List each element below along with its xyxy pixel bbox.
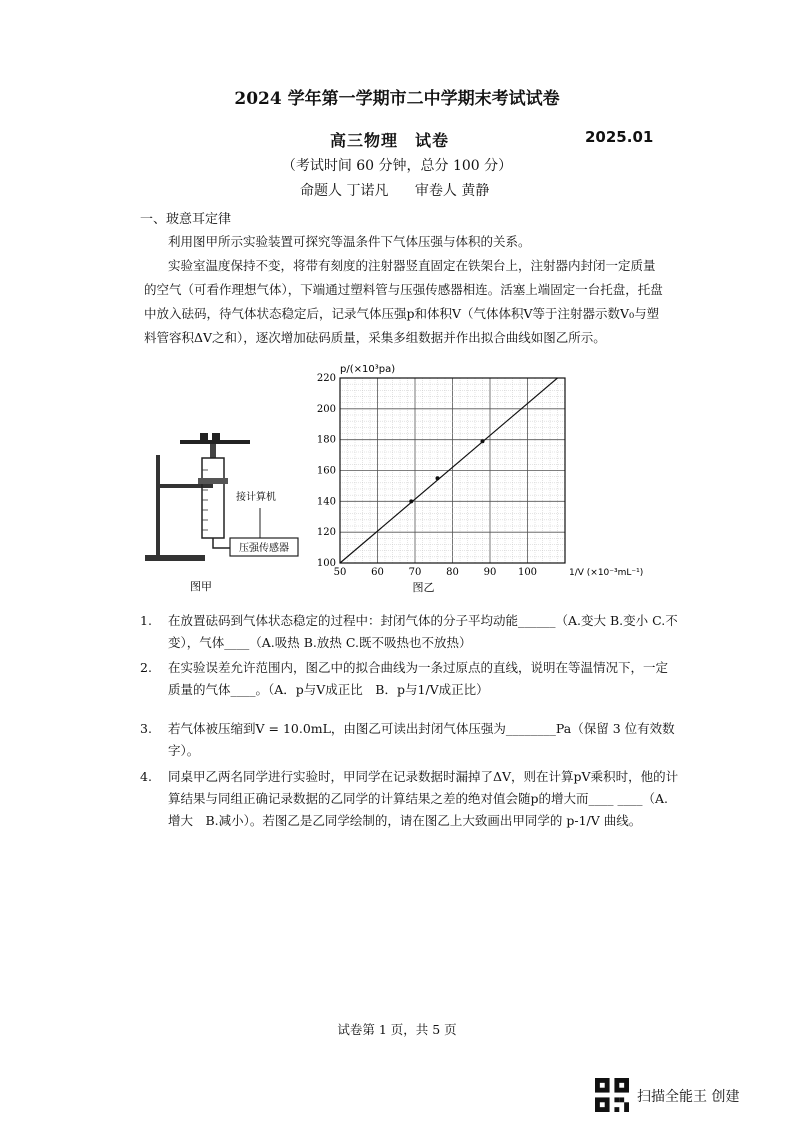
stand-base [145,555,205,561]
weight-1 [200,433,208,440]
y-tick-label: 100 [316,558,336,569]
y-tick-label: 220 [316,373,336,384]
section-intro [144,230,664,350]
question-text: 在放置砝码到气体状态稳定的过程中：封闭气体的分子平均动能______（A.变大 B.变小 C.不变），气体____（A.吸热 B.放热 C.既不吸热也不放热） [168,613,678,650]
question-1 [140,610,680,654]
x-axis-label: 1/V (×10⁻³mL⁻¹) [569,568,644,578]
data-point [481,439,485,443]
y-axis-label: p/(×10³pa) [340,364,396,375]
x-tick-label: 80 [446,567,459,578]
y-tick-label: 200 [316,403,336,415]
x-tick-labels [334,567,537,578]
question-2 [140,657,680,701]
question-4 [140,766,680,832]
data-point [409,499,413,503]
question-number: 2. [140,660,152,675]
x-tick-label: 90 [483,567,497,578]
exam-authors [300,180,511,200]
question-text: 若气体被压缩到V = 10.0mL，由图乙可读出封闭气体压强为________Pa（保留 3 位有效数字）。 [168,721,675,758]
piston-rod [210,444,216,458]
y-tick-label: 120 [316,527,336,539]
exam-date: 2025.01 [585,128,654,146]
section-title: 一、玻意耳定律 [140,212,232,227]
exam-time-info: （考试时间 60 分钟，总分 100 分） [281,158,513,174]
x-tick-label: 60 [371,567,384,578]
question-3 [140,718,680,762]
x-tick-label: 50 [333,567,347,578]
question-number: 3. [140,721,152,736]
computer-label: 接计算机 [236,492,276,503]
setter: 命题人 丁诺凡 [300,183,389,199]
question-number: 4. [140,769,152,784]
figure-b-chart [300,358,644,594]
y-tick-label: 140 [316,496,336,508]
y-tick-labels [317,373,336,569]
clamp-arm [158,484,213,488]
y-tick-label: 160 [316,465,336,477]
scanner-text: 扫描全能王 创建 [637,1089,740,1105]
scanner-watermark [595,1078,775,1112]
exam-subject: 高三物理 试卷 [330,131,450,150]
qr-code-icon [595,1078,629,1112]
x-tick-label: 70 [408,567,422,578]
reviewer: 审卷人 黄静 [414,183,490,199]
question-text: 同桌甲乙两名同学进行实验时，甲同学在记录数据时漏掉了ΔV，则在计算pV乘积时，他的计算结果与同组正确记录数据的乙同学的计算结果之差的绝对值会随p的增大而____ ____（A.增大 B.减小）。若图乙是乙同学绘制的，请在图乙上大致画出甲同学的 p-1/V 曲线。 [168,769,679,828]
figure-a-caption: 图甲 [190,580,212,593]
stand-pole [156,455,160,557]
x-tick-label: 100 [517,567,538,578]
exam-title: 2024 学年第一学期市二中学期末考试试卷 [234,89,560,109]
tray [180,440,250,444]
intro-text: 利用图甲所示实验装置可探究等温条件下气体压强与体积的关系。 [168,234,531,249]
question-text: 在实验误差允许范围内，图乙中的拟合曲线为一条过原点的直线，说明在等温情况下，一定质量的气体____。（A．p与V成正比 B．p与1/V成正比） [168,660,669,697]
figure-a-apparatus [140,420,320,595]
plastic-tube [213,538,230,548]
page-footer: 试卷第 1 页，共 5 页 [337,1022,457,1037]
question-number: 1. [140,613,152,628]
weight-2 [212,433,220,440]
pressure-sensor-label: 压强传感器 [239,543,289,554]
y-tick-label: 180 [316,434,336,446]
data-point [436,476,440,480]
chart-grid [340,378,565,563]
description-text: 实验室温度保持不变，将带有刻度的注射器竖直固定在铁架台上，注射器内封闭一定质量的空气（可看作理想气体），下端通过塑料管与压强传感器相连。活塞上端固定一台托盘，托盘中放入砝码，待气体状态稳定后，记录气体压强p和体积V（气体体积V等于注射器示数V₀与塑料管容积ΔV之和），逐次增加砝码质量，采集多组数据并作出拟合曲线如图乙所示。 [144,258,663,345]
syringe-clamp [198,478,228,484]
figure-b-caption: 图乙 [412,581,435,594]
